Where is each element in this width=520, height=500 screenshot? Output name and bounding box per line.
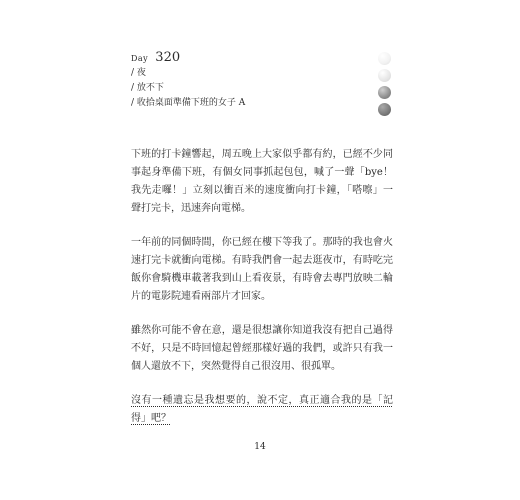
moon-partial-icon — [378, 86, 391, 99]
tag-person: / 收拾桌面準備下班的女子 A — [131, 98, 246, 108]
paragraph-3: 雖然你可能不會在意，還是很想讓你知道我沒有把自己過得不好，只是不時回憶起曾經那樣好過的我們，或許只有我一個人還放不下，突然覺得自己很沒用、很孤單。 — [131, 325, 393, 372]
moon-waxing-icon — [378, 52, 391, 65]
moon-phase-indicator — [378, 52, 392, 120]
day-label: Day — [131, 54, 149, 63]
tag-list — [131, 66, 245, 111]
paragraph-1: 下班的打卡鐘響起，周五晚上大家似乎都有約，已經不少同事起身準備下班，有個女同事抓起包包，喊了一聲「bye！我先走囉！」立刻以衝百米的速度衝向打卡鐘，「嗒嚓」一聲打完卡，迅速奔向電梯。 — [131, 149, 393, 214]
day-number: 320 — [155, 50, 181, 65]
paragraph-4: 沒有一種遺忘是我想要的，說不定，真正適合我的是「記得」吧？ — [131, 395, 393, 424]
tag-mood: / 放不下 — [131, 83, 164, 93]
page-number: 14 — [254, 442, 266, 452]
paragraph-2: 一年前的同個時間，你已經在樓下等我了。那時的我也會火速打完卡就衝向電梯。有時我們會一起去逛夜市，有時吃完飯你會騎機車載著我到山上看夜景，有時會去專門放映二輪片的電影院連看兩部片才回家。 — [131, 237, 393, 302]
day-heading — [131, 46, 180, 65]
body-text — [131, 146, 393, 444]
moon-waxing-icon — [378, 69, 391, 82]
tag-time: / 夜 — [131, 68, 146, 78]
moon-full-dark-icon — [378, 103, 391, 116]
